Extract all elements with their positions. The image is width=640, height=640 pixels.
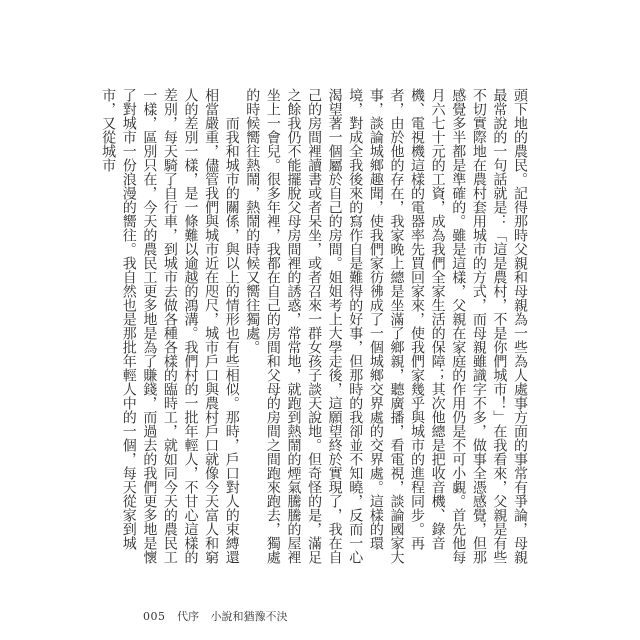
section-label: 代序	[177, 610, 199, 623]
paragraph: 頭下地的農民。記得那時父親和母親為一些為人處事方面的事常有爭論，母親最常說的一句話就是：「這是農村，不是你們城市！」在我看來，父親是有些不切實際地在農村套用城市的方式，而母親雖識字不多，做事全憑感覺，但那感覺多半都是準確的。雖是這樣，父親在家庭的作用仍是不可小覷。首先他每月六七十元的工資，成為我們全家生活的保障；其次他總是把收音機、錄音機、電視機這樣的電器率先買回家來，使我們家幾乎與城市的進程同步。再者，由於他的存在，我家晚上總是坐滿了鄉親，聽廣播，看電視，談論國家大事，談論城鄉趣聞，使我們家彷彿成了一個城鄉交界處的交界處。這樣的環境，對成全我後來的寫作自是難得的好事，但那時的我卻並不知曉，反而一心渴望著一個屬於自己的房間。姐姐考上大學走後，這願望終於實現了，我在自己的房間裡讀書或者呆坐，或者召來一群女孩子談天說地。但奇怪的是，滿足之餘我仍不能擺脫父母房間裡的誘惑，常常地，就跑到熱鬧的煙氣騰騰的屋裡坐上一會兒。很多年裡，我都在自己的房間和父母的房間之間跑來跑去，獨處的時候嚮往熱鬧，熱鬧的時候又嚮往獨處。	[244, 88, 528, 564]
running-footer	[143, 608, 296, 624]
page-number: 005	[143, 610, 166, 623]
body-text	[98, 88, 530, 570]
chapter-title: 小說和猶豫不決	[210, 610, 288, 623]
paragraph: 而我和城市的關係，與以上的情形也有些相似。那時，戶口對人的束縛還相當嚴重，儘管我們與城市近在咫尺，城市戶口與農村戶口就像今天富人和窮人的差別一樣，是一條難以逾越的鴻溝。我們村的一批年輕人，不甘心這樣的差別，每天騎了自行車，到城市去做各種各樣的臨時工，就如同今天的農民工一樣，區別只在，今天的農民工更多地是為了賺錢，而過去的我們更多地是懷了對城市一份浪漫的嚮往。我自然也是那批年輕人中的一個，每天從家到城市，又從城市	[100, 88, 240, 564]
